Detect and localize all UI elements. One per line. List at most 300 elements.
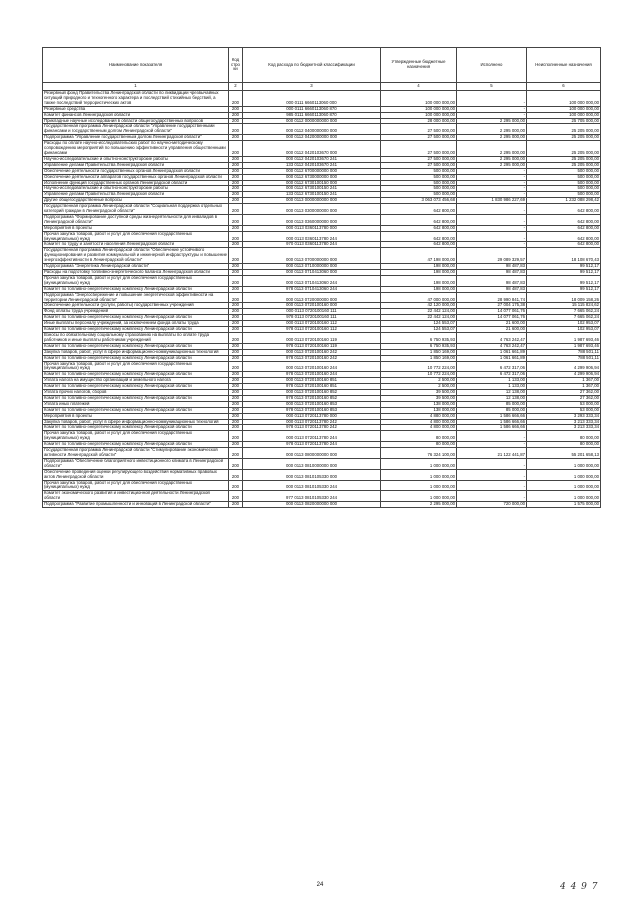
row-name: Государственная программа Ленинградской области "Обеспечение устойчивого функционирования и развития коммунальной и инженерной инфраструктуры и повышение энергоэффективности в Ленинградской области" [44, 247, 227, 263]
row-approved: 1 850 169,00 [381, 355, 457, 361]
row-name: Комитет по топливно-энергетическому комплексу Ленинградской области [43, 343, 229, 349]
row-budget-code: 000 0113 0800000000 000 [243, 448, 381, 459]
table-row [43, 315, 601, 321]
row-approved: 1 000 000,00 [381, 480, 457, 491]
row-unexecuted: 1 000 000,00 [527, 491, 601, 502]
row-approved: 642 800,00 [381, 242, 457, 248]
row-budget-code: 000 0112 0400000000 000 [243, 124, 381, 135]
row-name: Комитет по топливно-энергетическому комплексу Ленинградской области [43, 286, 229, 292]
row-budget-code: 000 0112 6700000000 000 [243, 168, 381, 174]
row-unexecuted: 500 000,00 [527, 192, 601, 198]
row-approved: 1 000 000,00 [381, 458, 457, 469]
row-name: Комитет по топливно-энергетическому комплексу Ленинградской области [43, 407, 229, 413]
column-number: 6 [527, 83, 601, 91]
row-approved: 39 500,00 [381, 390, 457, 396]
row-executed: - [457, 431, 527, 442]
header-executed: Исполнено [457, 48, 527, 83]
column-number-row [43, 83, 601, 91]
row-budget-code: 000 0113 0710413060 244 [243, 275, 381, 286]
row-line-code: 200 [229, 303, 243, 309]
row-budget-code: 133 0112 6730100150 241 [243, 192, 381, 198]
row-executed: 12 138,00 [457, 390, 527, 396]
row-budget-code: 000 0113 0720113780 244 [243, 431, 381, 442]
page-number: 24 [316, 882, 324, 888]
row-unexecuted: 100 000 000,00 [527, 106, 601, 112]
row-name: Комитет по топливно-энергетическому комплексу Ленинградской области [43, 372, 229, 378]
header-unexecuted: Неисполненные назначения [527, 48, 601, 83]
row-executed: 98 487,83 [457, 270, 527, 276]
row-budget-code: 000 0113 0710413060 000 [243, 270, 381, 276]
row-unexecuted: 18 009 158,26 [527, 292, 601, 303]
table-row [43, 378, 601, 384]
row-unexecuted: 500 000,00 [527, 168, 601, 174]
column-number: 4 [381, 83, 457, 91]
row-executed: - [457, 442, 527, 448]
row-approved: 6 750 935,93 [381, 332, 457, 343]
row-name: Комитет по топливно-энергетическому комплексу Ленинградской области [43, 315, 229, 321]
row-line-code: 200 [229, 395, 243, 401]
row-unexecuted: 1 987 693,46 [527, 343, 601, 349]
row-executed: - [457, 204, 527, 215]
row-line-code: 200 [229, 162, 243, 168]
row-name: Управление делами Правительства Ленинградской области [43, 192, 229, 198]
table-row [43, 407, 601, 413]
row-line-code: 200 [229, 349, 243, 355]
row-executed: - [457, 112, 527, 118]
row-line-code: 200 [229, 174, 243, 180]
table-row [43, 286, 601, 292]
row-name: Комитет по топливно-энергетическому комплексу Ленинградской области [43, 395, 229, 401]
table-row [43, 303, 601, 309]
row-budget-code: 978 0113 0720100160 119 [243, 343, 381, 349]
row-executed: 14 077 061,76 [457, 309, 527, 315]
row-name: Комитет по топливно-энергетическому комплексу Ленинградской области [43, 327, 229, 333]
row-unexecuted: 99 512,17 [527, 286, 601, 292]
row-budget-code: 000 0112 0420000000 000 [243, 135, 381, 141]
row-budget-code: 000 0112 6730100150 241 [243, 186, 381, 192]
row-budget-code: 000 0113 0810105330 000 [243, 469, 381, 480]
row-line-code: 200 [229, 192, 243, 198]
row-budget-code: 000 0113 0720100160 242 [243, 349, 381, 355]
row-approved: 3 063 073 456,68 [381, 198, 457, 204]
row-unexecuted: 99 512,17 [527, 264, 601, 270]
row-executed: 1 586 666,66 [457, 413, 527, 419]
table-row [43, 480, 601, 491]
row-executed: 21 600,00 [457, 321, 527, 327]
row-approved: 42 120 000,00 [381, 303, 457, 309]
row-name: Обеспечение деятельности аппаратов государственных органов Ленинградской области [43, 174, 229, 180]
row-executed: 720 000,00 [457, 502, 527, 508]
row-approved: 4 800 000,00 [381, 425, 457, 431]
table-row [43, 419, 601, 425]
row-line-code: 200 [229, 135, 243, 141]
column-number: 5 [457, 83, 527, 91]
row-approved: 500 000,00 [381, 192, 457, 198]
row-approved: 27 500 000,00 [381, 156, 457, 162]
row-approved: 1 000 000,00 [381, 469, 457, 480]
row-budget-code: 978 0113 0720100160 851 [243, 384, 381, 390]
row-line-code: 200 [229, 491, 243, 502]
row-line-code: 200 [229, 124, 243, 135]
row-unexecuted: 99 512,17 [527, 270, 601, 276]
row-line-code: 200 [229, 413, 243, 419]
row-name: Комитет по топливно-энергетическому комплексу Ленинградской области [43, 355, 229, 361]
row-name: Резервный фонд Правительства Ленинградской области по ликвидации чрезвычайных ситуаций природного и техногенного характера и последствий стихийных бедствий, а также последствий террористических актов [43, 91, 229, 107]
row-executed: - [457, 458, 527, 469]
row-name: Прикладные научные исследования в области общегосударственных вопросов [43, 118, 229, 124]
table-row [43, 118, 601, 124]
row-approved: 27 500 000,00 [381, 162, 457, 168]
table-row [43, 425, 601, 431]
row-executed: - [457, 231, 527, 242]
row-unexecuted: 500 000,00 [527, 186, 601, 192]
row-executed: 2 295 000,00 [457, 135, 527, 141]
row-budget-code: 000 0113 0360113780 244 [243, 231, 381, 242]
row-name: Комитет экономического развития и инвестиционной деятельности Ленинградской области [43, 491, 229, 502]
row-name: Уплата иных платежей [43, 401, 229, 407]
row-line-code: 200 [229, 112, 243, 118]
row-executed: - [457, 480, 527, 491]
table-row [43, 124, 601, 135]
row-line-code: 200 [229, 332, 243, 343]
row-budget-code: 000 0111 6660113060 000 [243, 91, 381, 107]
row-approved: 39 500,00 [381, 395, 457, 401]
row-line-code: 200 [229, 502, 243, 508]
row-approved: 124 553,07 [381, 327, 457, 333]
row-budget-code: 000 0113 0810105330 244 [243, 480, 381, 491]
row-line-code: 200 [229, 198, 243, 204]
row-budget-code: 000 0113 0710000000 000 [243, 264, 381, 270]
row-line-code: 200 [229, 242, 243, 248]
row-approved: 500 000,00 [381, 168, 457, 174]
row-name: Фонд оплаты труда учреждений [43, 309, 229, 315]
row-name: Прочая закупка товаров, работ и услуг для обеспечения государственных (муниципальных) нужд [43, 480, 229, 491]
row-executed: - [457, 168, 527, 174]
row-line-code: 200 [229, 321, 243, 327]
row-approved: 47 000 000,00 [381, 292, 457, 303]
table-row [43, 361, 601, 372]
row-executed: 1 586 666,66 [457, 425, 527, 431]
row-executed: 1 061 661,89 [457, 349, 527, 355]
row-unexecuted: 1 000 000,00 [527, 469, 601, 480]
table-row [43, 343, 601, 349]
row-budget-code: 978 0113 0720113780 242 [243, 425, 381, 431]
row-name: Прочая закупка товаров, работ и услуг для обеспечения государственных (муниципальных) нужд [43, 275, 229, 286]
row-unexecuted: 642 800,00 [527, 231, 601, 242]
row-approved: 80 000,00 [381, 442, 457, 448]
row-approved: 4 800 000,00 [381, 419, 457, 425]
row-budget-code: 000 0112 6730000000 000 [243, 174, 381, 180]
row-line-code: 200 [229, 401, 243, 407]
row-line-code: 200 [229, 419, 243, 425]
row-approved: 2 295 000,00 [381, 502, 457, 508]
row-name: Закупка товаров, работ, услуг в сфере информационно-коммуникационных технологий [43, 349, 229, 355]
row-line-code: 200 [229, 327, 243, 333]
row-executed: 14 077 061,76 [457, 315, 527, 321]
row-approved: 198 000,00 [381, 270, 457, 276]
table-row [43, 292, 601, 303]
table-row [43, 156, 601, 162]
table-row [43, 264, 601, 270]
row-unexecuted: 1 000 000,00 [527, 480, 601, 491]
row-approved: 27 500 000,00 [381, 135, 457, 141]
row-name: Мероприятия в проекты [43, 225, 229, 231]
row-name: Государственная программа Ленинградской области "Стимулирование экономической активности Ленинградской области" [43, 448, 229, 459]
row-name: Расходы на подготовку топливно-энергетического баланса Ленинградской области [43, 270, 229, 276]
row-unexecuted: 1 367,00 [527, 378, 601, 384]
row-line-code: 200 [229, 156, 243, 162]
row-unexecuted: 102 953,07 [527, 321, 601, 327]
row-name: Исполнение функций государственных органов Ленинградской области [43, 180, 229, 186]
header-approved: Утвержденные бюджетные назначения [381, 48, 457, 83]
row-approved: 22 442 124,00 [381, 315, 457, 321]
row-budget-code: 978 0113 0720100160 112 [243, 327, 381, 333]
row-name: Подпрограмма "Формирование доступной среды жизнедеятельности для инвалидов в Ленинградской области" [43, 214, 229, 225]
row-line-code: 200 [229, 384, 243, 390]
row-unexecuted: 1 987 693,46 [527, 332, 601, 343]
row-budget-code: 000 0113 0720100160 112 [243, 321, 381, 327]
table-row [43, 204, 601, 215]
row-approved: 1 000 000,00 [381, 491, 457, 502]
row-budget-code: 000 0113 0720100160 244 [243, 361, 381, 372]
row-executed: 4 763 242,47 [457, 332, 527, 343]
row-executed: 2 295 000,00 [457, 141, 527, 157]
row-approved: 10 772 224,00 [381, 372, 457, 378]
row-executed: 85 000,00 [457, 401, 527, 407]
row-executed: 6 472 317,06 [457, 372, 527, 378]
table-row [43, 275, 601, 286]
row-line-code: 200 [229, 180, 243, 186]
row-unexecuted: 1 575 000,00 [527, 502, 601, 508]
row-executed: - [457, 242, 527, 248]
row-name: Уплата прочих налогов, сборов [43, 390, 229, 396]
row-approved: 198 000,00 [381, 264, 457, 270]
row-budget-code: 000 0113 0700000000 000 [243, 248, 381, 264]
table-row [43, 270, 601, 276]
row-executed: - [457, 91, 527, 107]
row-line-code: 200 [229, 448, 243, 459]
row-approved: 4 880 000,00 [381, 413, 457, 419]
row-line-code: 200 [229, 186, 243, 192]
column-number: 1 [43, 83, 229, 91]
row-name: Резервные средства [43, 106, 229, 112]
row-budget-code: 978 0113 0720100160 853 [243, 407, 381, 413]
row-unexecuted: 642 800,00 [527, 225, 601, 231]
row-approved: 500 000,00 [381, 180, 457, 186]
row-line-code: 200 [229, 309, 243, 315]
row-budget-code: 977 0113 0810105330 244 [243, 491, 381, 502]
row-approved: 27 500 000,00 [381, 141, 457, 157]
row-unexecuted: 55 201 658,13 [527, 448, 601, 459]
row-line-code: 200 [229, 225, 243, 231]
row-name: Государственная программа Ленинградской области "Управление государственными финансами и государственным долгом Ленинградской области" [43, 124, 229, 135]
row-budget-code: 000 0113 0360000000 000 [243, 214, 381, 225]
row-line-code: 200 [229, 292, 243, 303]
row-executed: 85 000,00 [457, 407, 527, 413]
row-unexecuted: 788 501,11 [527, 349, 601, 355]
row-unexecuted: 25 205 000,00 [527, 156, 601, 162]
row-budget-code: 000 0113 0810000000 000 [243, 458, 381, 469]
row-line-code: 200 [229, 361, 243, 372]
table-row [43, 231, 601, 242]
row-approved: 124 553,07 [381, 321, 457, 327]
row-approved: 642 800,00 [381, 225, 457, 231]
row-unexecuted: 25 705 000,00 [527, 118, 601, 124]
row-unexecuted: 27 362,00 [527, 390, 601, 396]
row-budget-code: 000 0113 0720100160 852 [243, 390, 381, 396]
row-line-code: 200 [229, 204, 243, 215]
row-unexecuted: 100 000 000,00 [527, 112, 601, 118]
row-line-code: 200 [229, 390, 243, 396]
row-executed: - [457, 180, 527, 186]
row-budget-code: 978 0113 0720100160 244 [243, 372, 381, 378]
row-executed: 12 138,00 [457, 395, 527, 401]
row-executed: - [457, 214, 527, 225]
table-row [43, 332, 601, 343]
row-line-code: 200 [229, 355, 243, 361]
row-unexecuted: 7 665 062,24 [527, 315, 601, 321]
row-line-code: 200 [229, 106, 243, 112]
row-name: Взносы по обязательному социальному страхованию на выплаты по оплате труда работников и иные выплаты работникам учреждений [43, 332, 229, 343]
row-name: Уплата налога на имущество организаций и земельного налога [43, 378, 229, 384]
row-line-code: 200 [229, 275, 243, 286]
row-unexecuted: 500 000,00 [527, 174, 601, 180]
row-approved: 198 000,00 [381, 275, 457, 286]
row-budget-code: 978 0113 0720113780 244 [243, 442, 381, 448]
row-approved: 1 850 169,00 [381, 349, 457, 355]
row-approved: 138 000,00 [381, 407, 457, 413]
row-executed: 28 990 841,74 [457, 292, 527, 303]
row-unexecuted: 99 512,17 [527, 275, 601, 286]
row-unexecuted: 25 205 000,00 [527, 124, 601, 135]
row-executed: 2 295 000,00 [457, 124, 527, 135]
row-approved: 10 772 224,00 [381, 361, 457, 372]
handwritten-mark: 4 4 9 7 [560, 882, 599, 892]
row-name: Комитет по топливно-энергетическому комплексу Ленинградской области [43, 425, 229, 431]
row-unexecuted: 642 800,00 [527, 214, 601, 225]
row-executed: 98 487,83 [457, 264, 527, 270]
row-line-code: 200 [229, 214, 243, 225]
row-approved: 28 000 000,00 [381, 118, 457, 124]
row-executed: 29 089 329,57 [457, 248, 527, 264]
row-unexecuted: 15 115 824,62 [527, 303, 601, 309]
row-unexecuted: 1 367,00 [527, 384, 601, 390]
table-row [43, 321, 601, 327]
row-line-code: 200 [229, 469, 243, 480]
row-executed: - [457, 192, 527, 198]
row-name: Подпрограмма "Энергосбережение и повышение энергетической эффективности на территории Ленинградской области" [43, 292, 229, 303]
row-approved: 80 000,00 [381, 431, 457, 442]
row-name: Комитет по труду и занятости населения Ленинградской области [43, 242, 229, 248]
row-line-code: 200 [229, 407, 243, 413]
row-unexecuted: 3 213 333,34 [527, 419, 601, 425]
header-line-code: Код стро ки [229, 48, 243, 83]
row-name: Расходы по оплате научно-исследовательских работ по научно-методическому сопровождению мероприятий по повышению эффективности управления общественными финансами [43, 141, 229, 157]
row-executed: 6 472 317,06 [457, 361, 527, 372]
table-body [43, 91, 601, 508]
row-unexecuted: 4 299 906,94 [527, 361, 601, 372]
row-approved: 500 000,00 [381, 174, 457, 180]
budget-execution-table [42, 47, 601, 508]
row-approved: 76 324 100,00 [381, 448, 457, 459]
row-budget-code: 978 0113 0720100160 852 [243, 395, 381, 401]
row-budget-code: 978 0113 0710413060 244 [243, 286, 381, 292]
row-executed: 1 586 666,66 [457, 419, 527, 425]
row-budget-code: 985 0111 6660113060 870 [243, 112, 381, 118]
row-budget-code: 000 0113 0300000000 000 [243, 204, 381, 215]
row-executed: - [457, 106, 527, 112]
table-row [43, 431, 601, 442]
row-name: Подпрограмма "Управление государственным долгом Ленинградской области" [43, 135, 229, 141]
row-budget-code: 000 0113 0820000000 000 [243, 502, 381, 508]
row-budget-code: 000 0111 6660113060 870 [243, 106, 381, 112]
row-executed: 1 133,00 [457, 378, 527, 384]
row-budget-code: 000 0113 0720100160 119 [243, 332, 381, 343]
row-budget-code: 000 0113 0720100160 853 [243, 401, 381, 407]
row-budget-code: 000 0113 0360113780 000 [243, 225, 381, 231]
table-row [43, 248, 601, 264]
row-budget-code: 133 0112 0420103670 241 [243, 162, 381, 168]
table-row [43, 469, 601, 480]
row-budget-code: 000 0112 0420103670 241 [243, 156, 381, 162]
row-unexecuted: 7 665 062,24 [527, 309, 601, 315]
table-row [43, 162, 601, 168]
table-row [43, 491, 601, 502]
table-row [43, 395, 601, 401]
row-budget-code: 000 0113 0720113780 242 [243, 419, 381, 425]
table-header-row [43, 48, 601, 83]
table-row [43, 214, 601, 225]
row-unexecuted: 102 953,07 [527, 327, 601, 333]
row-name: Государственная программа Ленинградской области "Социальная поддержка отдельных категорий граждан в Ленинградской области" [43, 204, 229, 215]
row-budget-code: 000 0113 0720000000 000 [243, 292, 381, 303]
row-name: Прочая закупка товаров, работ и услуг для обеспечения государственных (муниципальных) нужд [43, 431, 229, 442]
row-approved: 100 000 000,00 [381, 112, 457, 118]
budget-report-sheet [42, 47, 600, 508]
row-budget-code: 000 0113 0720113780 000 [243, 413, 381, 419]
row-executed: - [457, 469, 527, 480]
row-line-code: 200 [229, 458, 243, 469]
row-approved: 642 800,00 [381, 214, 457, 225]
row-name: Подпрограмма "Обеспечение благоприятного инвестиционного климата в Ленинградской области" [43, 458, 229, 469]
row-name: Обеспечение проведения оценки регулирующего воздействия нормативных правовых актов Ленинградской области [43, 469, 229, 480]
row-unexecuted: 642 800,00 [527, 242, 601, 248]
row-unexecuted: 25 205 000,00 [527, 141, 601, 157]
row-unexecuted: 25 205 000,00 [527, 135, 601, 141]
row-name: Мероприятия в проекты [43, 413, 229, 419]
row-name: Прочая закупка товаров, работ и услуг для обеспечения государственных (муниципальных) нужд [43, 361, 229, 372]
row-approved: 100 000 000,00 [381, 106, 457, 112]
row-line-code: 200 [229, 425, 243, 431]
row-approved: 2 500,00 [381, 378, 457, 384]
table-row [43, 135, 601, 141]
row-budget-code: 978 0113 0720100160 242 [243, 355, 381, 361]
row-name: Научно-исследовательские и опытно-конструкторские работы [43, 186, 229, 192]
row-line-code: 200 [229, 264, 243, 270]
row-unexecuted: 53 000,00 [527, 407, 601, 413]
row-budget-code: 000 0113 0000000000 000 [243, 198, 381, 204]
row-unexecuted: 1 000 000,00 [527, 458, 601, 469]
row-name: Обеспечение деятельности (услуги, работы) государственных учреждений [43, 303, 229, 309]
row-name: Комитет по топливно-энергетическому комплексу Ленинградской области [43, 384, 229, 390]
row-approved: 22 442 124,00 [381, 309, 457, 315]
row-executed: - [457, 491, 527, 502]
table-row [43, 502, 601, 508]
row-executed: 2 295 000,00 [457, 156, 527, 162]
table-row [43, 355, 601, 361]
table-row [43, 327, 601, 333]
row-line-code: 200 [229, 168, 243, 174]
